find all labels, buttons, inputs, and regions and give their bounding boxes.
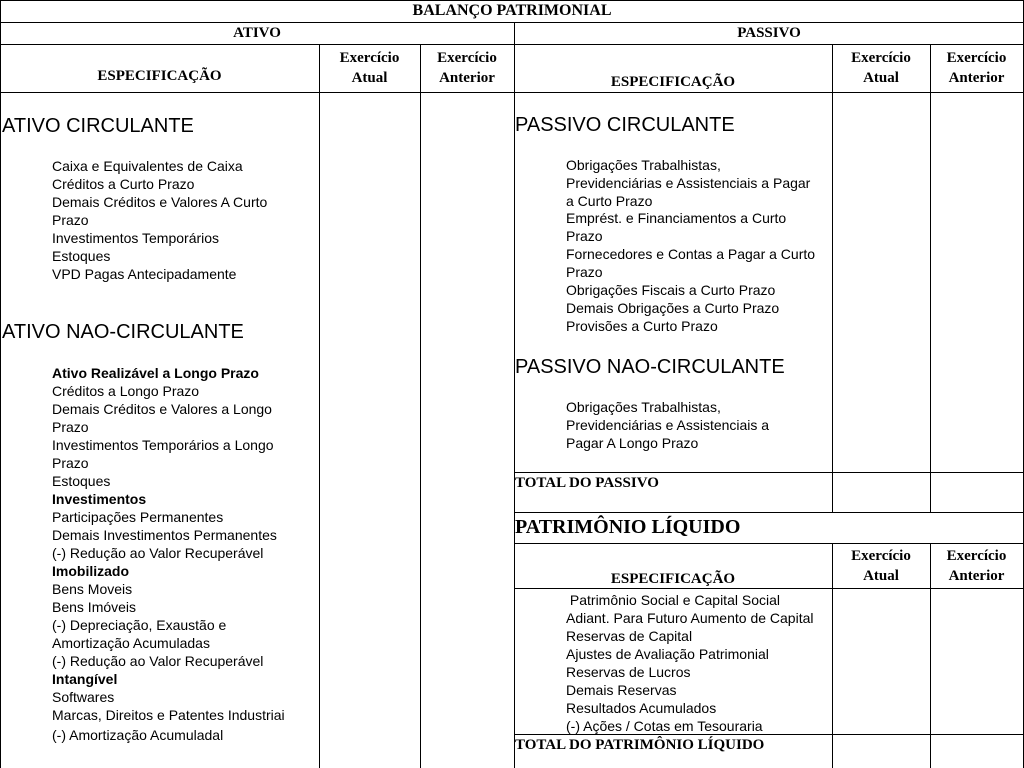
list-item: Patrimônio Social e Capital Social xyxy=(566,592,780,608)
grid-line xyxy=(514,512,1024,513)
page-title: BALANÇO PATRIMONIAL xyxy=(412,2,612,19)
list-item: a Curto Prazo xyxy=(566,193,653,209)
grid-line xyxy=(319,44,320,768)
ativo-col-anterior-line1: Exercício xyxy=(437,50,497,66)
passivo-circulante-title: PASSIVO CIRCULANTE xyxy=(515,114,735,136)
list-item: Créditos a Curto Prazo xyxy=(52,176,195,192)
list-item: Prazo xyxy=(52,419,89,435)
list-item: Investimentos Temporários a Longo xyxy=(52,437,274,453)
list-item: (-) Depreciação, Exaustão e xyxy=(52,617,227,633)
grid-line xyxy=(0,22,1024,23)
list-item: Prazo xyxy=(52,212,89,228)
list-subheading: Imobilizado xyxy=(52,563,129,579)
ativo-col-atual-line2: Atual xyxy=(351,70,388,86)
grid-line xyxy=(514,543,1024,544)
list-item: Prazo xyxy=(566,228,603,244)
list-item: Estoques xyxy=(52,248,111,264)
list-item: Previdenciárias e Assistenciais a Pagar xyxy=(566,175,811,191)
passivo-nao-circulante-title: PASSIVO NAO-CIRCULANTE xyxy=(515,356,785,378)
ativo-nao-circulante-title: ATIVO NAO-CIRCULANTE xyxy=(2,321,244,343)
patrimonio-col-atual-line2: Atual xyxy=(863,568,899,584)
list-item: Demais Reservas xyxy=(566,682,677,698)
list-item: Caixa e Equivalentes de Caixa xyxy=(52,158,243,174)
patrimonio-col-anterior-line2: Anterior xyxy=(948,568,1005,584)
grid-line xyxy=(420,44,421,768)
list-item: (-) Amortização Acumuladal xyxy=(52,727,224,743)
ativo-col-atual-line1: Exercício xyxy=(339,50,400,66)
list-item: Provisões a Curto Prazo xyxy=(566,318,718,334)
ativo-col-anterior-line2: Anterior xyxy=(439,70,495,86)
list-item: Resultados Acumulados xyxy=(566,700,717,716)
list-item: Participações Permanentes xyxy=(52,509,224,525)
passivo-header: PASSIVO xyxy=(737,25,801,41)
list-item: Previdenciárias e Assistenciais a xyxy=(566,417,770,433)
list-item: VPD Pagas Antecipadamente xyxy=(52,266,237,282)
list-item: Obrigações Fiscais a Curto Prazo xyxy=(566,282,776,298)
passivo-col-atual-line2: Atual xyxy=(863,70,899,86)
grid-line xyxy=(514,472,1024,473)
list-item: Emprést. e Financiamentos a Curto xyxy=(566,210,787,226)
list-item: (-) Ações / Cotas em Tesouraria xyxy=(566,718,763,734)
passivo-col-anterior-line2: Anterior xyxy=(948,70,1005,86)
list-item: Adiant. Para Futuro Aumento de Capital xyxy=(566,610,814,626)
grid-line xyxy=(832,44,833,512)
list-item: (-) Redução ao Valor Recuperável xyxy=(52,545,264,561)
list-item: Prazo xyxy=(566,264,603,280)
grid-line xyxy=(0,92,1024,93)
total-passivo-label: TOTAL DO PASSIVO xyxy=(515,475,659,491)
ativo-header: ATIVO xyxy=(233,25,281,41)
list-item: Amortização Acumuladas xyxy=(52,635,210,651)
list-item: Fornecedores e Contas a Pagar a Curto xyxy=(566,246,816,262)
list-item: Demais Investimentos Permanentes xyxy=(52,527,277,543)
list-item: Obrigações Trabalhistas, xyxy=(566,399,721,415)
list-item: Prazo xyxy=(52,455,89,471)
list-item: Ajustes de Avaliação Patrimonial xyxy=(566,646,769,662)
list-item: Demais Créditos e Valores A Curto xyxy=(52,194,268,210)
ativo-circulante-title: ATIVO CIRCULANTE xyxy=(2,115,194,137)
list-subheading: Ativo Realizável a Longo Prazo xyxy=(52,365,259,381)
patrimonio-col-anterior-line1: Exercício xyxy=(946,548,1007,564)
passivo-col-anterior-line1: Exercício xyxy=(946,50,1007,66)
list-item: Demais Créditos e Valores a Longo xyxy=(52,401,272,417)
patrimonio-liquido-title: PATRIMÔNIO LÍQUIDO xyxy=(515,516,741,538)
list-subheading: Intangível xyxy=(52,671,118,687)
patrimonio-spec-header: ESPECIFICAÇÃO xyxy=(610,571,736,587)
list-item: Marcas, Direitos e Patentes Industriai xyxy=(52,707,285,723)
list-item: (-) Redução ao Valor Recuperável xyxy=(52,653,264,669)
list-item: Pagar A Longo Prazo xyxy=(566,435,699,451)
list-item: Investimentos Temporários xyxy=(52,230,220,246)
total-patrimonio-label: TOTAL DO PATRIMÔNIO LÍQUIDO xyxy=(515,737,765,753)
list-item: Demais Obrigações a Curto Prazo xyxy=(566,300,780,316)
list-item: Bens Imóveis xyxy=(52,599,137,615)
grid-line xyxy=(0,0,1,768)
list-subheading: Investimentos xyxy=(52,491,147,507)
ativo-spec-header: ESPECIFICAÇÃO xyxy=(97,68,222,84)
passivo-spec-header: ESPECIFICAÇÃO xyxy=(610,74,736,90)
grid-line xyxy=(0,0,1024,1)
list-item: Reservas de Capital xyxy=(566,628,693,644)
list-item: Bens Moveis xyxy=(52,581,133,597)
list-item: Reservas de Lucros xyxy=(566,664,691,680)
list-item: Estoques xyxy=(52,473,111,489)
grid-line xyxy=(930,44,931,512)
passivo-col-atual-line1: Exercício xyxy=(851,50,911,66)
list-item: Softwares xyxy=(52,689,115,705)
list-item: Créditos a Longo Prazo xyxy=(52,383,200,399)
grid-line xyxy=(0,44,1024,45)
list-item: Obrigações Trabalhistas, xyxy=(566,157,721,173)
patrimonio-col-atual-line1: Exercício xyxy=(851,548,911,564)
